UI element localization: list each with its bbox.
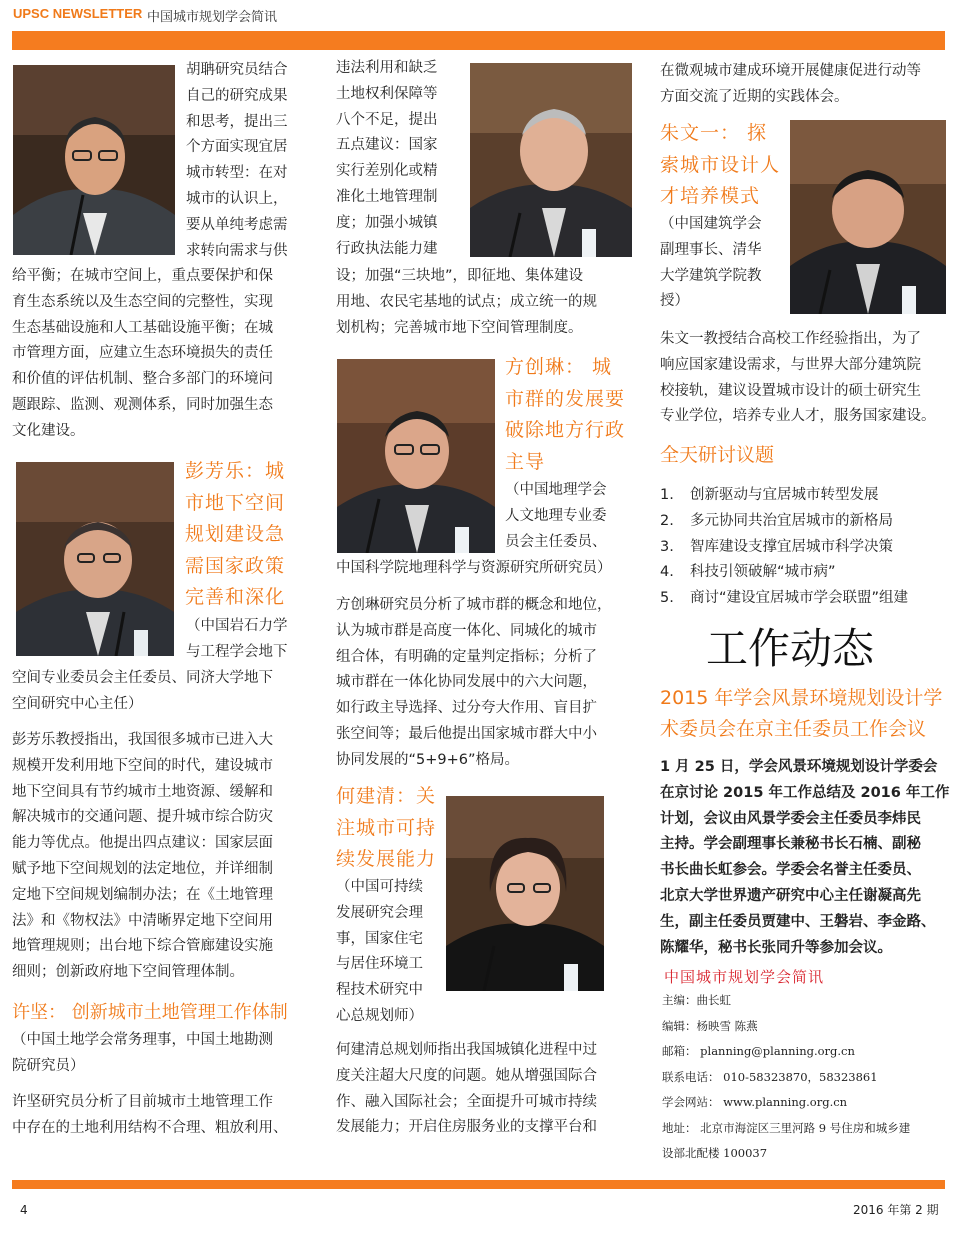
fang-chuanglin-body — [336, 593, 636, 774]
text-line: 认为城市群是高度一体化、同城化的城市 — [336, 622, 597, 639]
text-line: 中国科学院地理科学与资源研究所研究员） — [336, 560, 612, 576]
he-jianqing-affiliation — [336, 875, 442, 1030]
text-line: 文化建设。 — [12, 422, 85, 439]
text-line: 题跟踪、监测、观测体系，同时加强生态 — [12, 396, 273, 413]
text-line: 用地、农民宅基地的试点；成立统一的规 — [336, 293, 597, 310]
text-line: 城市转型：在对 — [186, 165, 288, 182]
list-number: 2. — [660, 512, 674, 529]
he-jianqing-body — [336, 1038, 636, 1141]
text-line: 地管理规则；出台地下综合管廊建设实施 — [12, 938, 273, 955]
text-line: 中存在的土地利用结构不合理、粗放利用、 — [12, 1119, 288, 1136]
text-line: 北京大学世界遗产研究中心主任谢凝高先 — [660, 887, 921, 904]
text-line: 个方面实现宜居 — [186, 139, 288, 156]
text-line: 如行政主导选择、过分夸大作用、盲目扩 — [336, 700, 597, 717]
list-item — [660, 560, 950, 586]
topics-heading: 全天研讨议题 — [660, 444, 775, 466]
list-item — [660, 483, 950, 509]
xu-jian-body — [12, 1090, 312, 1142]
text-line: 朱文一教授结合高校工作经验指出，为了 — [660, 331, 921, 347]
text-line: 方面交流了近期的实践体会。 — [660, 88, 849, 105]
text-line: 育生态系统以及生态空间的完整性，实现 — [12, 293, 273, 310]
hu-dan-wrap-text — [186, 58, 304, 264]
text-line: 定地下空间规划编制办法；在《土地管理 — [12, 886, 273, 903]
news-headline — [660, 683, 960, 745]
text-line: 院研究员） — [12, 1057, 85, 1074]
text-line: 何建清总规划师指出我国城镇化进程中过 — [336, 1042, 597, 1058]
text-line: 空间专业委员会主任委员、同济大学地下 — [12, 670, 273, 686]
text-line: 要从单纯考虑需 — [186, 216, 288, 233]
heading-line: 续发展能力 — [336, 848, 437, 870]
heading-line: 注城市可持 — [336, 816, 437, 839]
he-jianqing-body-cont — [660, 59, 960, 111]
phone-line: 联系电话： 010-58323870，58323861 — [662, 1069, 878, 1084]
text-line: 度；加强小城镇 — [336, 214, 438, 231]
heading-line: 主导 — [505, 450, 546, 473]
text-line: 发展研究会理 — [336, 904, 423, 921]
heading-line: 朱文一： 探 — [660, 122, 768, 144]
text-line: 规模开发利用地下空间的时代，建设城市 — [12, 757, 273, 774]
address-line: 地址： 北京市海淀区三里河路 9 号住房和城乡建 — [662, 1120, 911, 1135]
contact-block — [662, 988, 957, 1167]
list-text: 智库建设支撑宜居城市科学决策 — [690, 538, 893, 555]
text-line: 生态基础设施和人工基础设施平衡；在城 — [12, 319, 273, 336]
he-jianqing-photo — [446, 796, 604, 991]
heading-line: 市群的发展要 — [505, 387, 626, 410]
text-line: 市管理方面，应建立生态环境损失的责任 — [12, 345, 273, 362]
heading-line: 2015 年学会风景环境规划设计学 — [660, 687, 943, 709]
footer-bar — [12, 1180, 945, 1189]
xu-jian-affiliation — [12, 1028, 312, 1080]
text-line: 专业学位，培养专业人才，服务国家建设。 — [660, 408, 936, 425]
address-line: 设部北配楼 100037 — [662, 1146, 768, 1160]
text-line: 五点建议：国家 — [336, 137, 438, 154]
zhu-wenyi-photo — [790, 120, 946, 314]
text-line: 划机构；完善城市地下空间管理制度。 — [336, 319, 583, 336]
text-line: （中国可持续 — [336, 879, 423, 895]
he-jianqing-heading — [336, 781, 446, 876]
text-line: 程技术研究中 — [336, 982, 423, 999]
text-line: 能力等优点。他提出四点建议：国家层面 — [12, 835, 273, 852]
text-line: 作、融入国际社会；全面提升可城市持续 — [336, 1093, 597, 1110]
zhu-wenyi-affiliation — [660, 212, 786, 315]
zhu-wenyi-heading — [660, 118, 790, 213]
fang-chuanglin-affiliation — [505, 478, 633, 555]
text-line: 求转向需求与供 — [186, 242, 288, 259]
text-line: （中国土地学会常务理事，中国土地勘测 — [12, 1032, 273, 1048]
text-line: 行政执法能力建 — [336, 240, 438, 257]
list-item — [660, 535, 950, 561]
text-line: 授） — [660, 293, 689, 310]
text-line: 城市的认识上， — [186, 190, 288, 207]
heading-line: 需国家政策 — [185, 554, 286, 577]
text-line: 1 月 25 日，学会风景环境规划设计学委会 — [660, 759, 938, 775]
text-line: 与工程学会地下 — [186, 643, 288, 660]
editors-line: 编辑：杨映雪 陈燕 — [662, 1018, 758, 1033]
text-line: 响应国家建设需求，与世界大部分建筑院 — [660, 356, 921, 373]
list-text: 科技引领破解“城市病” — [690, 564, 836, 581]
text-line: 彭芳乐教授指出，我国很多城市已进入大 — [12, 732, 273, 748]
fang-chuanglin-photo — [337, 359, 495, 553]
text-line: 自己的研究成果 — [186, 87, 288, 104]
text-line: 空间研究中心主任） — [12, 695, 143, 712]
heading-line: 规划建设急 — [185, 523, 286, 545]
text-line: 地下空间具有节约城市土地资源、缓解和 — [12, 783, 273, 800]
text-line: 设；加强“三块地”，即征地、集体建设 — [336, 268, 584, 284]
list-number: 1. — [660, 487, 674, 503]
list-item — [660, 509, 950, 535]
text-line: 陈耀华，秘书长张同升等参加会议。 — [660, 939, 892, 956]
hu-dan-body — [12, 264, 312, 445]
text-line: 张空间等；最后他提出国家城市群大中小 — [336, 725, 597, 742]
xu-jian-body-cont — [336, 264, 636, 341]
heading-line: 市地下空间 — [185, 491, 286, 514]
heading-line: 何建清：关 — [336, 785, 437, 807]
text-line: 发展能力；开启住房服务业的支撑平台和 — [336, 1119, 597, 1136]
zhu-wenyi-body — [660, 327, 960, 430]
hu-dan-photo — [13, 65, 175, 255]
text-line: 违法利用和缺乏 — [336, 60, 438, 76]
list-text: 创新驱动与宜居城市转型发展 — [690, 487, 879, 503]
heading-line: 才培养模式 — [660, 185, 761, 207]
text-line: 实行差别化或精 — [336, 163, 438, 180]
list-number: 5. — [660, 590, 674, 607]
contact-title: 中国城市规划学会简讯 — [664, 968, 825, 986]
text-line: 副理事长、清华 — [660, 241, 762, 258]
text-line: 赋予地下空间规划的法定地位，并详细制 — [12, 860, 273, 877]
heading-line: 破除地方行政 — [505, 419, 626, 441]
text-line: 和价值的评估机制、整合多部门的环境问 — [12, 371, 273, 388]
page-number: 4 — [20, 1203, 28, 1217]
text-line: 细则；创新政府地下空间管理体制。 — [12, 964, 244, 981]
text-line: 大学建筑学院教 — [660, 267, 762, 284]
xu-jian-heading: 许坚： 创新城市土地管理工作体制 — [12, 1002, 288, 1023]
text-line: 人文地理专业委 — [505, 507, 607, 524]
newsletter-name-cn: 中国城市规划学会简讯 — [147, 10, 278, 25]
news-body — [660, 755, 960, 961]
fang-chuanglin-affiliation-cont — [336, 556, 636, 582]
work-news-title: 工作动态 — [706, 624, 875, 673]
text-line: 土地权利保障等 — [336, 85, 438, 102]
text-line: 在微观城市建成环境开展健康促进行动等 — [660, 63, 921, 79]
text-line: 协同发展的“5+9+6”格局。 — [336, 751, 519, 768]
text-line: 城市群在一体化协同发展中的六大问题， — [336, 674, 597, 691]
text-line: 校接轨，建议设置城市设计的硕士研究生 — [660, 382, 921, 399]
heading-line: 术委员会在京主任委员工作会议 — [660, 718, 927, 740]
text-line: 胡聃研究员结合 — [186, 62, 288, 78]
text-line: 主持。学会副理事长兼秘书长石楠、副秘 — [660, 836, 921, 853]
heading-line: 彭芳乐：城 — [185, 460, 286, 482]
text-line: 八个不足，提出 — [336, 111, 438, 128]
list-text: 商讨“建设宜居城市学会联盟”组建 — [690, 590, 909, 607]
text-line: 方创琳研究员分析了城市群的概念和地位， — [336, 597, 612, 613]
text-line: 事，国家住宅 — [336, 930, 423, 947]
list-item — [660, 586, 950, 612]
heading-line: 方创琳： 城 — [505, 356, 613, 378]
text-line: 准化土地管理制 — [336, 188, 438, 205]
peng-fangle-affiliation — [186, 614, 304, 666]
topics-list — [660, 483, 950, 612]
text-line: 和思考，提出三 — [186, 113, 288, 130]
heading-line: 索城市设计人 — [660, 153, 781, 176]
text-line: 在京讨论 2015 年工作总结及 2016 年工作 — [660, 784, 950, 801]
xu-jian-body-cont-wrap — [336, 56, 460, 262]
text-line: 组合体，有明确的定量判定指标；分析了 — [336, 648, 597, 665]
header-bar — [12, 31, 945, 50]
text-line: 给平衡；在城市空间上，重点要保护和保 — [12, 268, 273, 284]
text-line: 度关注超大尺度的问题。她从增强国际合 — [336, 1067, 597, 1084]
newsletter-name-en: UPSC NEWSLETTER — [13, 6, 143, 21]
peng-fangle-body — [12, 728, 312, 986]
text-line: （中国地理学会 — [505, 482, 607, 498]
text-line: （中国岩石力学 — [186, 618, 288, 634]
text-line: 解决城市的交通问题、提升城市综合防灾 — [12, 809, 273, 826]
website-line: 学会网站： www.planning.org.cn — [662, 1095, 848, 1109]
text-line: 心总规划师） — [336, 1007, 423, 1024]
editor-line: 主编：曲长虹 — [662, 993, 731, 1007]
email-line: 邮箱： planning@planning.org.cn — [662, 1044, 855, 1058]
text-line: 员会主任委员、 — [505, 533, 607, 550]
text-line: 书长曲长虹参会。学委会名誉主任委员、 — [660, 862, 921, 879]
text-line: 计划，会议由风景学委会主任委员李炜民 — [660, 810, 921, 827]
issue-label: 2016 年第 2 期 — [853, 1203, 939, 1217]
peng-fangle-affiliation-cont — [12, 666, 312, 718]
heading-line: 完善和深化 — [185, 586, 286, 608]
text-line: （中国建筑学会 — [660, 216, 762, 232]
peng-fangle-photo — [16, 462, 174, 656]
text-line: 与居住环境工 — [336, 956, 423, 973]
xu-jian-photo — [470, 63, 632, 257]
fang-chuanglin-heading — [505, 352, 633, 478]
text-line: 许坚研究员分析了目前城市土地管理工作 — [12, 1094, 273, 1110]
list-text: 多元协同共治宜居城市的新格局 — [690, 512, 893, 529]
list-number: 3. — [660, 538, 674, 555]
text-line: 法》和《物权法》中清晰界定地下空间用 — [12, 912, 273, 929]
list-number: 4. — [660, 564, 674, 581]
peng-fangle-heading — [185, 456, 305, 614]
text-line: 生，副主任委员贾建中、王磐岩、李金路、 — [660, 913, 936, 930]
